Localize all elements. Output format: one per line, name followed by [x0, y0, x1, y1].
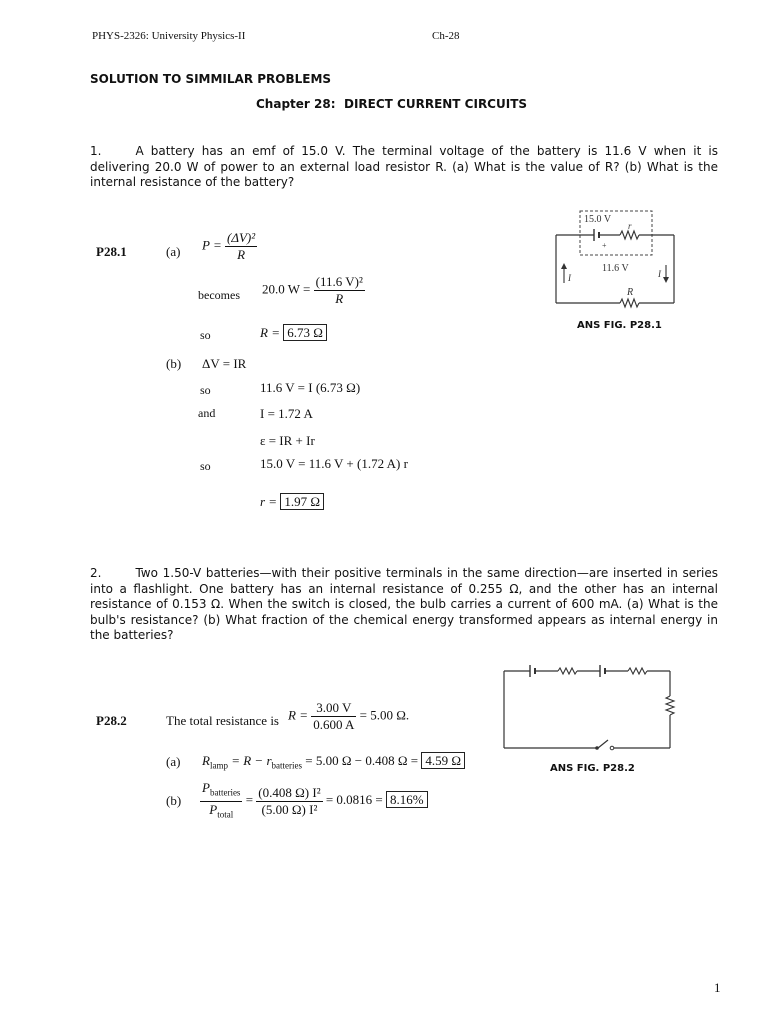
resistance-ratio-numerator: (0.408 Ω) I²	[258, 784, 321, 800]
power-equation	[202, 230, 257, 263]
p-batteries-symbol: P	[202, 780, 210, 795]
eq3-lhs: R =	[260, 325, 280, 340]
switch-lever-icon	[598, 740, 608, 748]
eq9-lhs: r =	[260, 494, 278, 509]
fig-plus-label: +	[602, 241, 607, 250]
question-1	[90, 144, 718, 191]
fig-load-label: R	[627, 287, 634, 298]
chapter-header: Ch-28	[432, 30, 460, 42]
total-eq-numerator: 3.00 V	[311, 700, 356, 717]
figure-caption-p28-1: ANS FIG. P28.1	[577, 320, 662, 331]
answer-lamp-resistance: 4.59 Ω	[421, 752, 465, 769]
p2-part-b-label: (b)	[166, 793, 182, 808]
p-total-sub: total	[217, 809, 234, 820]
fig-emf-label: 15.0 V	[584, 214, 612, 225]
document-title: SOLUTION TO SIMMILAR PROBLEMS	[90, 72, 332, 86]
fig-current-label-left: I	[568, 273, 571, 283]
equation-5: 11.6 V = I (6.73 Ω)	[260, 380, 361, 395]
figure-caption-p28-2: ANS FIG. P28.2	[550, 763, 635, 774]
p-batteries-sub: batteries	[209, 787, 241, 798]
p-total-symbol: P	[209, 801, 218, 817]
lamp-resistance-equation	[202, 753, 465, 771]
arrowhead-down-icon	[663, 277, 669, 283]
total-eq-lhs: R =	[288, 707, 308, 723]
chapter-label: Chapter 28:	[256, 97, 336, 111]
lamp-eq-mid: = R − r	[231, 753, 272, 768]
problem-label-p28-1: P28.1	[96, 244, 127, 259]
arrowhead-up-icon	[561, 263, 567, 269]
answer-r-value: 6.73 Ω	[283, 324, 327, 341]
energy-fraction-equation	[200, 780, 428, 822]
internal-resistor-symbol	[620, 231, 639, 239]
lamp-eq-sub-batteries: batteries	[271, 760, 302, 771]
lamp-eq-r: R	[202, 753, 210, 768]
question-2	[90, 566, 718, 644]
load-resistor-symbol	[620, 299, 639, 307]
power-fraction	[225, 230, 257, 263]
power-lhs: P =	[202, 237, 222, 253]
bulb-resistor-symbol	[666, 696, 674, 715]
question-1-text: A battery has an emf of 15.0 V. The terminal voltage of the battery is 11.6 V when it is delivering 20.0 W of power to an external load resistor R. (a) What is the value of R? (b) What is the internal resistance of the battery?	[90, 144, 718, 189]
eq2-fraction	[314, 274, 365, 307]
resistance-ratio-fraction	[256, 785, 322, 818]
equation-7: ε = IR + Ir	[260, 433, 315, 448]
so-word-1: so	[200, 328, 211, 342]
and-word: and	[198, 406, 216, 420]
p2-part-a-label: (a)	[166, 754, 181, 769]
page-number: 1	[714, 980, 721, 995]
total-resistance-intro: The total resistance is	[166, 713, 279, 728]
ratio-equals: =	[245, 792, 254, 808]
question-2-number: 2.	[90, 566, 102, 580]
total-eq-fraction	[311, 700, 356, 733]
ratio-rest: = 0.0816 =	[325, 792, 383, 808]
equation-2	[262, 274, 365, 307]
eq2-denominator: R	[335, 291, 344, 306]
power-ratio-fraction	[200, 780, 242, 822]
question-1-number: 1.	[90, 144, 102, 158]
equation-4: ΔV = IR	[202, 356, 247, 371]
resistance-ratio-denominator: (5.00 Ω) I²	[261, 801, 318, 817]
eq2-numerator: (11.6 V)²	[315, 274, 363, 289]
answer-energy-fraction: 8.16%	[386, 791, 428, 808]
power-ratio-denominator	[200, 802, 242, 823]
resistor-1-symbol	[558, 668, 577, 674]
total-eq-rhs: = 5.00 Ω.	[359, 707, 410, 723]
chapter-name: DIRECT CURRENT CIRCUITS	[344, 97, 528, 111]
answer-internal-resistance: 1.97 Ω	[280, 493, 324, 510]
total-eq-denominator: 0.600 A	[313, 717, 355, 732]
lamp-eq-rest: = 5.00 Ω − 0.408 Ω =	[305, 753, 419, 768]
total-resistance-equation	[288, 700, 409, 733]
equation-8: 15.0 V = 11.6 V + (1.72 A) r	[260, 456, 408, 471]
course-header: PHYS-2326: University Physics-II	[92, 30, 246, 42]
circuit-diagram-p28-1	[546, 205, 686, 313]
resistor-2-symbol	[628, 668, 647, 674]
equation-9	[260, 494, 324, 510]
part-b-label: (b)	[166, 356, 182, 371]
power-ratio-numerator	[200, 780, 242, 802]
fig-r-label: r	[628, 221, 632, 231]
fig-terminal-label: 11.6 V	[602, 263, 629, 274]
problem-label-p28-2: P28.2	[96, 713, 127, 728]
eq2-lhs: 20.0 W =	[262, 281, 311, 297]
lamp-eq-sub-lamp: lamp	[209, 760, 228, 771]
becomes-word: becomes	[198, 288, 240, 302]
circuit-diagram-p28-2	[498, 656, 688, 756]
power-numerator: (ΔV)²	[226, 230, 256, 245]
power-denominator: R	[237, 247, 246, 262]
part-a-label: (a)	[166, 244, 181, 259]
question-2-text: Two 1.50-V batteries—with their positive terminals in the same direction—are inserted in series into a flashlight. One battery has an internal resistance of 0.255 Ω, and the other has an internal resistance of 0.153 Ω. When the switch is closed, the bulb carries a current of 600 mA. (a) What is the bulb's resistance? (b) What fraction of the chemical energy transformed appears as internal energy in the batteries?	[90, 566, 718, 642]
switch-contact-right	[610, 746, 614, 750]
fig-current-label-right: I	[658, 269, 661, 279]
equation-6: I = 1.72 A	[260, 406, 313, 421]
so-word-3: so	[200, 459, 211, 473]
equation-3	[260, 325, 327, 341]
so-word-2: so	[200, 383, 211, 397]
